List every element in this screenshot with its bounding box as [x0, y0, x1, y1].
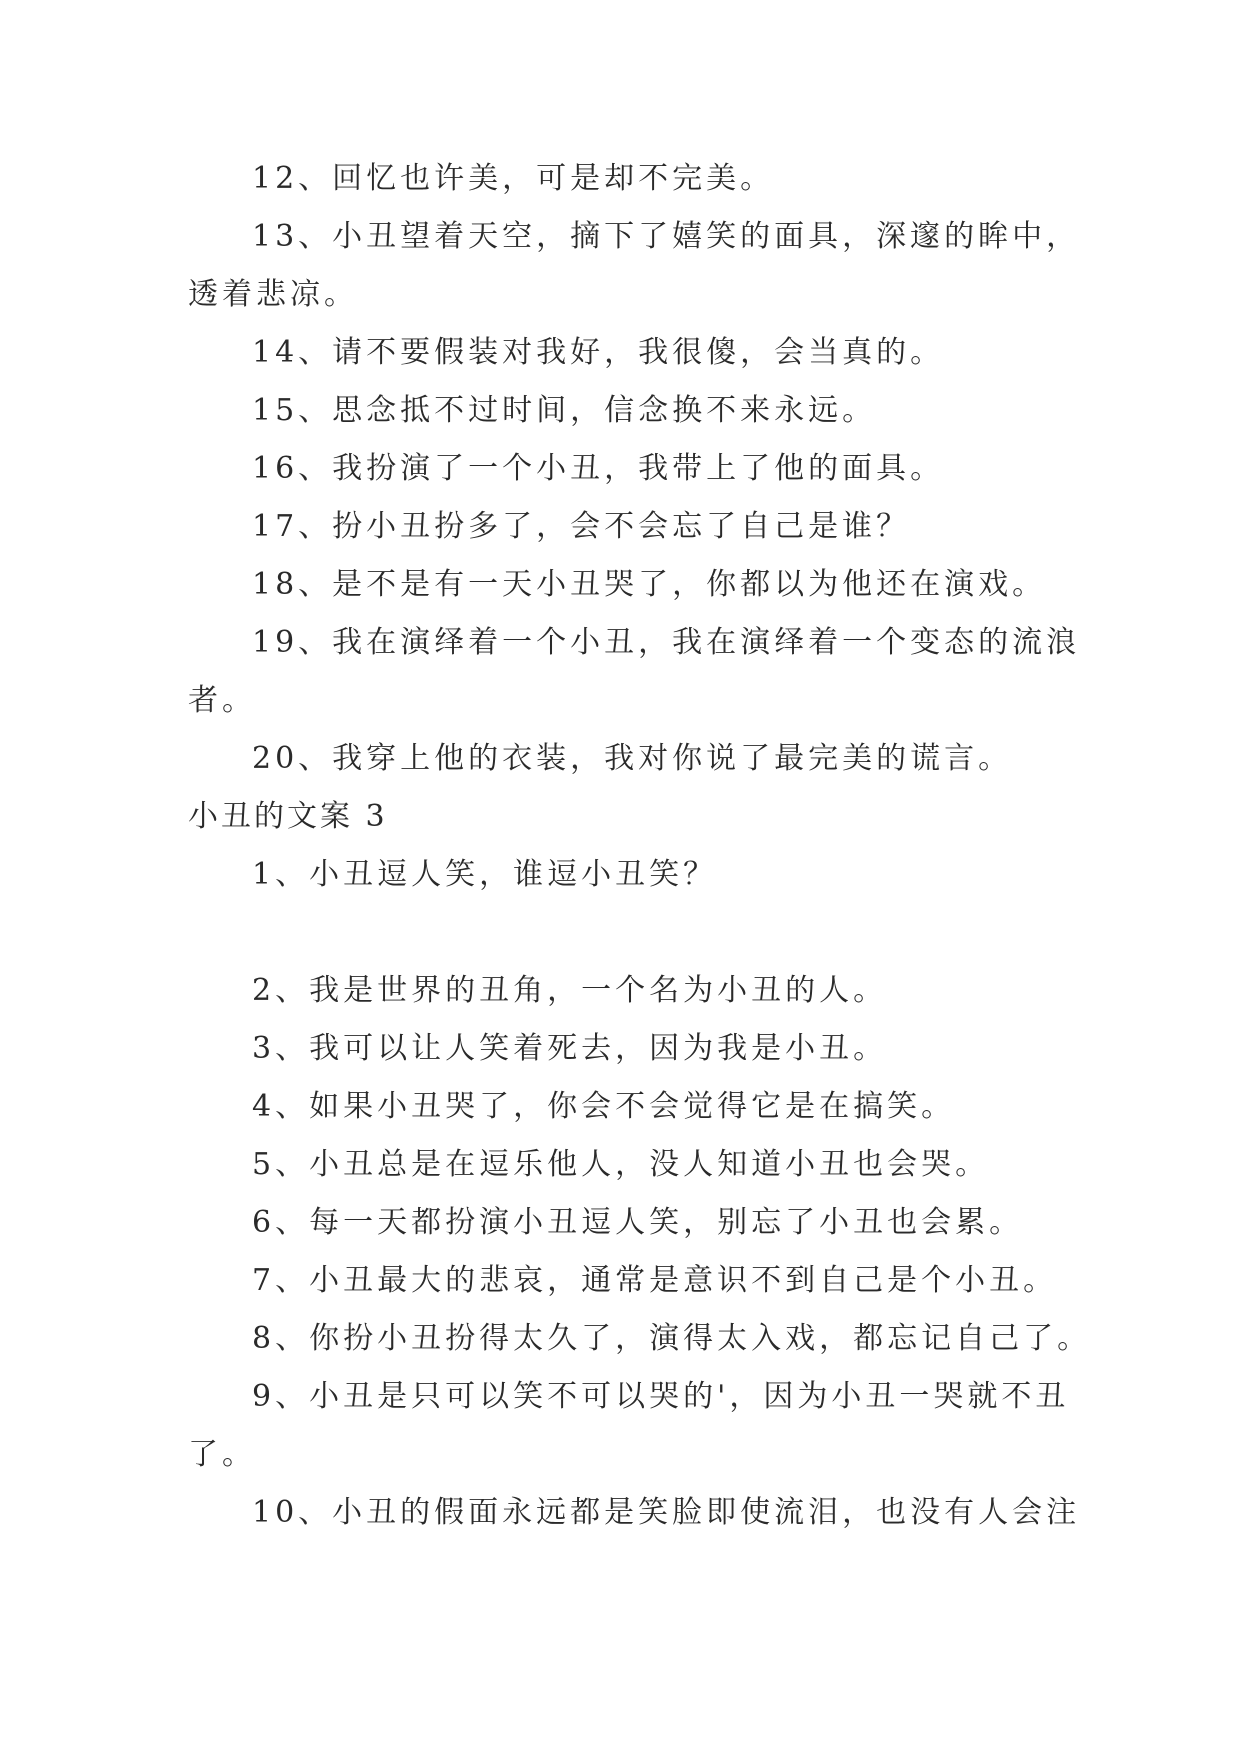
paragraph-6: 6、每一天都扮演小丑逗人笑，别忘了小丑也会累。 — [252, 1205, 1024, 1240]
paragraph-7: 7、小丑最大的悲哀，通常是意识不到自己是个小丑。 — [252, 1263, 1058, 1298]
paragraph-4: 4、如果小丑哭了，你会不会觉得它是在搞笑。 — [252, 1089, 956, 1124]
paragraph-13: 13、小丑望着天空，摘下了嬉笑的面具，深邃的眸中， — [252, 219, 1081, 254]
paragraph-20: 20、我穿上他的衣装，我对你说了最完美的谎言。 — [252, 741, 1013, 776]
paragraph-10: 10、小丑的假面永远都是笑脸即使流泪，也没有人会注 — [252, 1495, 1081, 1530]
paragraph-9-continued: 了。 — [188, 1437, 256, 1472]
paragraph-2: 2、我是世界的丑角，一个名为小丑的人。 — [252, 973, 888, 1008]
paragraph-12: 12、回忆也许美，可是却不完美。 — [252, 161, 775, 196]
paragraph-19: 19、我在演绎着一个小丑，我在演绎着一个变态的流浪 — [252, 625, 1081, 660]
paragraph-18: 18、是不是有一天小丑哭了，你都以为他还在演戏。 — [252, 567, 1047, 602]
paragraph-16: 16、我扮演了一个小丑，我带上了他的面具。 — [252, 451, 945, 486]
blank-line — [188, 904, 1088, 962]
paragraph-8: 8、你扮小丑扮得太久了，演得太入戏，都忘记自己了。 — [252, 1321, 1092, 1356]
paragraph-15: 15、思念抵不过时间，信念换不来永远。 — [252, 393, 877, 428]
paragraph-1: 1、小丑逗人笑，谁逗小丑笑？ — [252, 857, 718, 892]
paragraph-17: 17、扮小丑扮多了，会不会忘了自己是谁？ — [252, 509, 911, 544]
document-body — [188, 150, 1092, 1542]
paragraph-9: 9、小丑是只可以笑不可以哭的'，因为小丑一哭就不丑 — [252, 1379, 1070, 1414]
paragraph-5: 5、小丑总是在逗乐他人，没人知道小丑也会哭。 — [252, 1147, 990, 1182]
paragraph-3: 3、我可以让人笑着死去，因为我是小丑。 — [252, 1031, 888, 1066]
paragraph-14: 14、请不要假装对我好，我很傻，会当真的。 — [252, 335, 945, 370]
paragraph-19-continued: 者。 — [188, 683, 256, 718]
section-title: 小丑的文案 3 — [188, 799, 388, 834]
paragraph-13-continued: 透着悲凉。 — [188, 277, 358, 312]
